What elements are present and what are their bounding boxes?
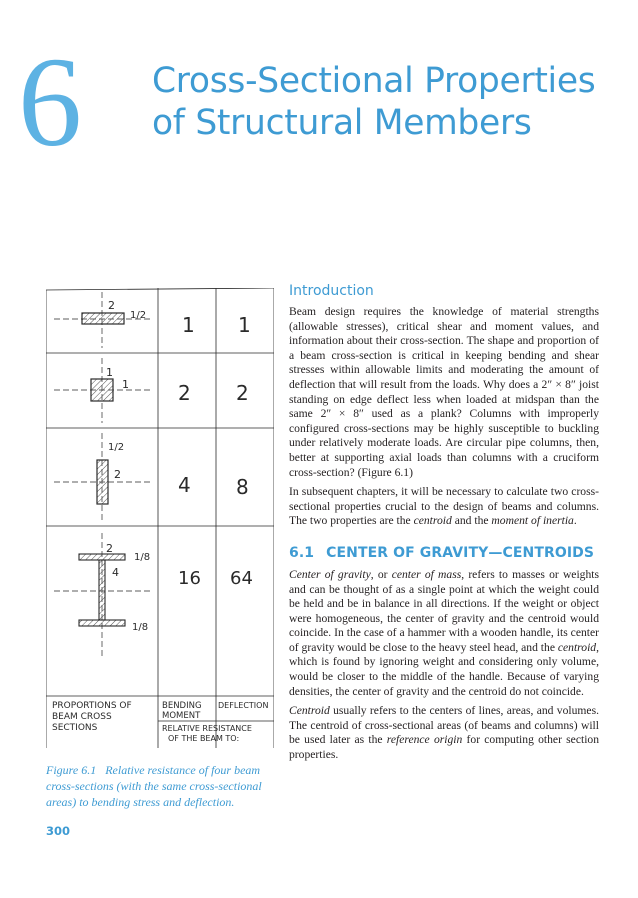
section-6-1-paragraph-2: Centroid usually refers to the centers of lines, areas, and volumes. The centroid of cross-sectional areas (of beams and columns) will be used later as the reference origin for computing other section properties. [289, 704, 600, 762]
fig-dim: 1/2 [130, 310, 147, 321]
fig-dim: 1/2 [108, 442, 125, 453]
figure-caption [46, 762, 276, 810]
fig-dim: 1/8 [132, 622, 149, 633]
bending-value: 2 [178, 381, 191, 405]
term-centroid: Centroid [289, 704, 330, 718]
footer-relative: OF THE BEAM TO: [168, 734, 240, 743]
caption-text: Relative resistance of four beam cross-sections (with the same cross-sectional areas) to bending stress and deflection. [46, 763, 262, 809]
fig-dim: 4 [112, 566, 119, 579]
section-6-1-heading [289, 544, 599, 562]
footer-relative: RELATIVE RESISTANCE [162, 724, 252, 733]
grid-line [46, 288, 274, 290]
fig-dim: 2 [106, 542, 113, 555]
deflection-value: 8 [236, 475, 249, 499]
section-i-beam [54, 533, 152, 658]
term-centroid: centroid [557, 640, 597, 654]
section-number: 6.1 [289, 544, 315, 561]
term-reference-origin: reference origin [386, 733, 463, 747]
fig-dim: 1 [106, 366, 113, 379]
fig-dim: 1 [122, 378, 129, 391]
section-square [54, 358, 152, 423]
footer-deflection: DEFLECTION [218, 701, 269, 710]
intro-heading: Introduction [289, 283, 374, 299]
chapter-title [152, 60, 622, 144]
footer-proportions: BEAM CROSS [52, 712, 112, 722]
footer-bending: BENDING [162, 701, 202, 711]
figure-6-1-sketch [46, 288, 274, 748]
bending-value: 16 [178, 568, 201, 589]
main-text-column [289, 282, 599, 763]
fig-dim: 2 [114, 468, 121, 481]
footer-proportions: PROPORTIONS OF [52, 701, 132, 711]
deflection-value: 64 [230, 568, 253, 589]
intro-paragraph-1: Beam design requires the knowledge of material strengths (allowable stresses), critical shear and moment values, and information about their cross-section. The shape and proportion of a beam cross-section is critical in keeping bending and shear stresses within allowable limits and moderating the amount of deflection that will result from the loads. Why does a 2″ × 8″ joist standing on edge deflect less when loaded at midspan than the same 2″ × 8″ used as a plank? Columns with improperly configured cross-sections may be highly susceptible to buckling under relatively moderate loads. Are circular pipe columns, then, better at supporting axial loads than columns with a cruciform cross-section? (Figure 6.1) [289, 305, 599, 479]
footer-proportions: SECTIONS [52, 723, 98, 733]
section-joist [54, 433, 152, 520]
chapter-title-line2: of Structural Members [152, 103, 532, 143]
section-plank [54, 292, 152, 348]
fig-dim: 1/8 [134, 552, 151, 563]
footer-bending: MOMENT [162, 711, 201, 721]
term-centroid: centroid [413, 514, 452, 528]
chapter-number: 6 [18, 31, 82, 173]
term-center-of-mass: center of mass [391, 567, 462, 581]
deflection-value: 1 [238, 313, 251, 337]
bending-value: 4 [178, 473, 191, 497]
bending-value: 1 [182, 313, 195, 337]
intro-paragraph-2: In subsequent chapters, it will be necessary to calculate two cross-sectional properties crucial to the design of beams and columns. The two properties are the centroid and the moment of inertia. [289, 485, 599, 528]
term-center-of-gravity: Center of gravity [289, 567, 371, 581]
deflection-value: 2 [236, 381, 249, 405]
section-title: CENTER OF GRAVITY—CENTROIDS [326, 544, 595, 561]
caption-label: Figure 6.1 [46, 763, 97, 777]
term-moment-of-inertia: moment of inertia [491, 514, 574, 528]
page-number: 300 [46, 824, 71, 838]
fig-dim: 2 [108, 299, 115, 312]
section-6-1-paragraph-1: Center of gravity, or center of mass, refers to masses or weights and can be thought of as a single point at which the weight could be held and be in balance in all directions. If the weight or object were homogeneous, the center of gravity and the centroid would coincide. In the case of a hammer with a wooden handle, its center of gravity would be close to the heavy steel head, and the centroid, which is found by ignoring weight and considering only volume, would be closer to the middle of the handle. Because of varying densities, the center of gravity and the centroid do not coincide. [289, 567, 600, 698]
chapter-title-line1: Cross-Sectional Properties [152, 61, 596, 101]
